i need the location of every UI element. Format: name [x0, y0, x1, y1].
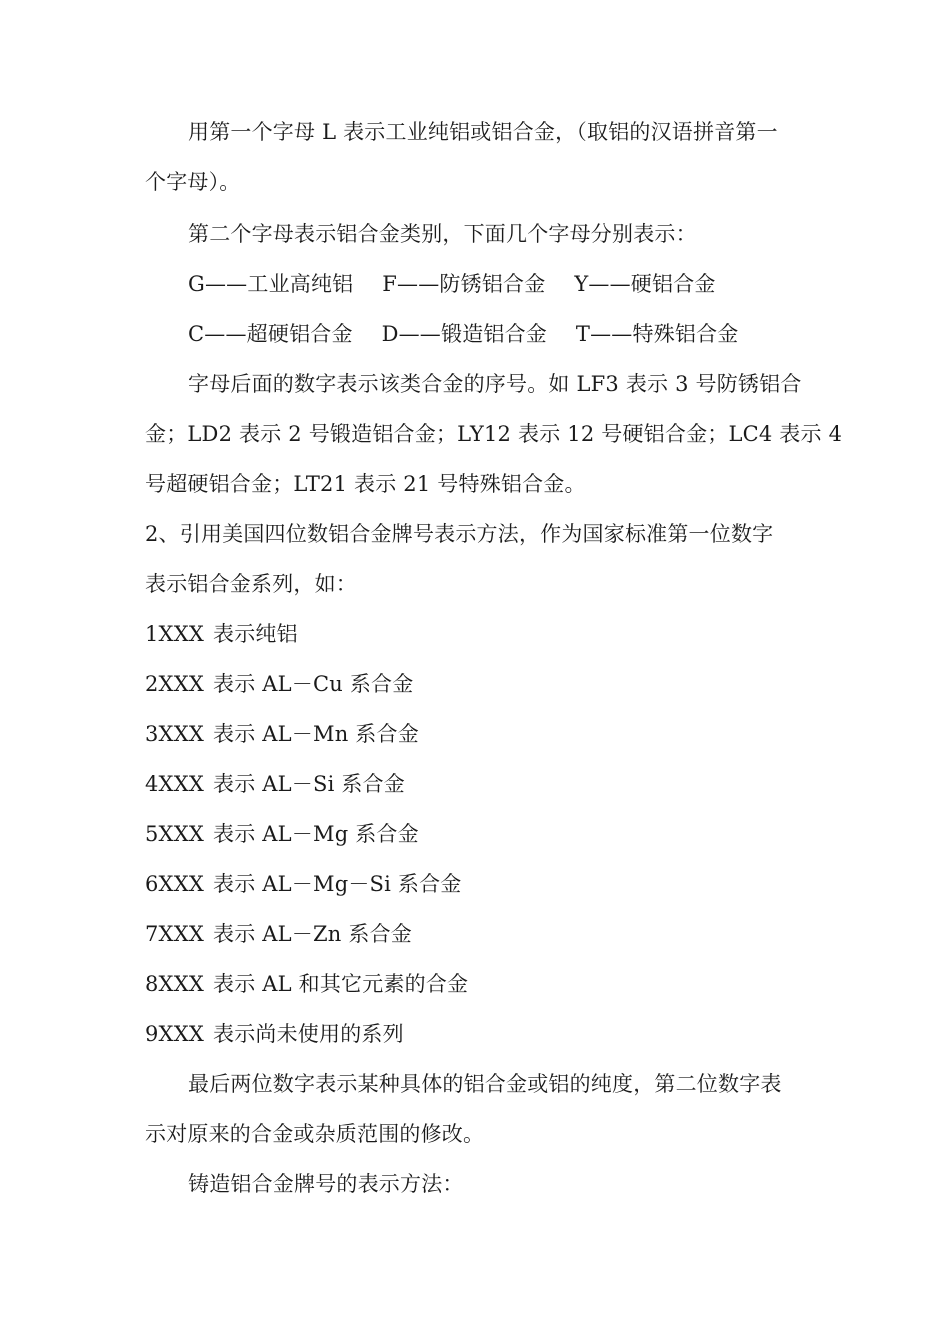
grade-row-2 [188, 320, 761, 348]
series-code: 6XXX [145, 872, 205, 896]
series-code: 3XXX [145, 722, 205, 746]
series-desc: 表示 AL－Si 系合金 [213, 772, 405, 796]
grade-item: C——超硬铝合金 [188, 322, 353, 346]
series-desc: 表示尚未使用的系列 [213, 1022, 404, 1046]
grade-row-1 [188, 270, 738, 298]
series-code: 9XXX [145, 1022, 205, 1046]
paragraph-5-line-1: 最后两位数字表示某种具体的铝合金或铝的纯度，第二位数字表 [188, 1072, 782, 1096]
paragraph-3-line-1: 字母后面的数字表示该类合金的序号。如 LF3 表示 3 号防锈铝合 [188, 372, 802, 396]
series-desc: 表示 AL－Zn 系合金 [213, 922, 412, 946]
paragraph-1-line-2: 个字母）。 [145, 170, 241, 194]
series-desc: 表示 AL 和其它元素的合金 [213, 972, 469, 996]
grade-item: F——防锈铝合金 [382, 272, 546, 296]
series-desc: 表示 AL－Mn 系合金 [213, 722, 419, 746]
grade-item: D——锻造铝合金 [381, 322, 547, 346]
series-desc: 表示纯铝 [213, 622, 298, 646]
series-code: 5XXX [145, 822, 205, 846]
series-row [145, 870, 462, 898]
series-code: 8XXX [145, 972, 205, 996]
series-row [145, 920, 412, 948]
grade-item: G——工业高纯铝 [188, 272, 354, 296]
series-row [145, 770, 405, 798]
series-code: 2XXX [145, 672, 205, 696]
paragraph-2: 第二个字母表示铝合金类别，下面几个字母分别表示： [188, 222, 697, 246]
grade-item: Y——硬铝合金 [574, 272, 716, 296]
series-desc: 表示 AL－Mg－Si 系合金 [213, 872, 462, 896]
series-desc: 表示 AL－Cu 系合金 [213, 672, 414, 696]
paragraph-1-line-1: 用第一个字母 L 表示工业纯铝或铝合金，（取铝的汉语拼音第一 [188, 120, 778, 144]
series-row [145, 720, 419, 748]
paragraph-6: 铸造铝合金牌号的表示方法： [188, 1172, 464, 1196]
paragraph-4-line-2: 表示铝合金系列，如： [145, 572, 357, 596]
paragraph-3-line-3: 号超硬铝合金；LT21 表示 21 号特殊铝合金。 [145, 472, 586, 496]
series-row [145, 970, 468, 998]
paragraph-5-line-2: 示对原来的合金或杂质范围的修改。 [145, 1122, 485, 1146]
series-row [145, 1020, 404, 1048]
paragraph-4-line-1: 2、引用美国四位数铝合金牌号表示方法，作为国家标准第一位数字 [145, 522, 774, 546]
paragraph-3-line-2: 金；LD2 表示 2 号锻造铝合金；LY12 表示 12 号硬铝合金；LC4 表示 4 [145, 422, 843, 446]
series-code: 4XXX [145, 772, 205, 796]
series-code: 1XXX [145, 622, 205, 646]
series-code: 7XXX [145, 922, 205, 946]
grade-item: T——特殊铝合金 [575, 322, 739, 346]
series-row [145, 620, 298, 648]
series-row [145, 670, 413, 698]
series-row [145, 820, 419, 848]
series-desc: 表示 AL－Mg 系合金 [213, 822, 419, 846]
